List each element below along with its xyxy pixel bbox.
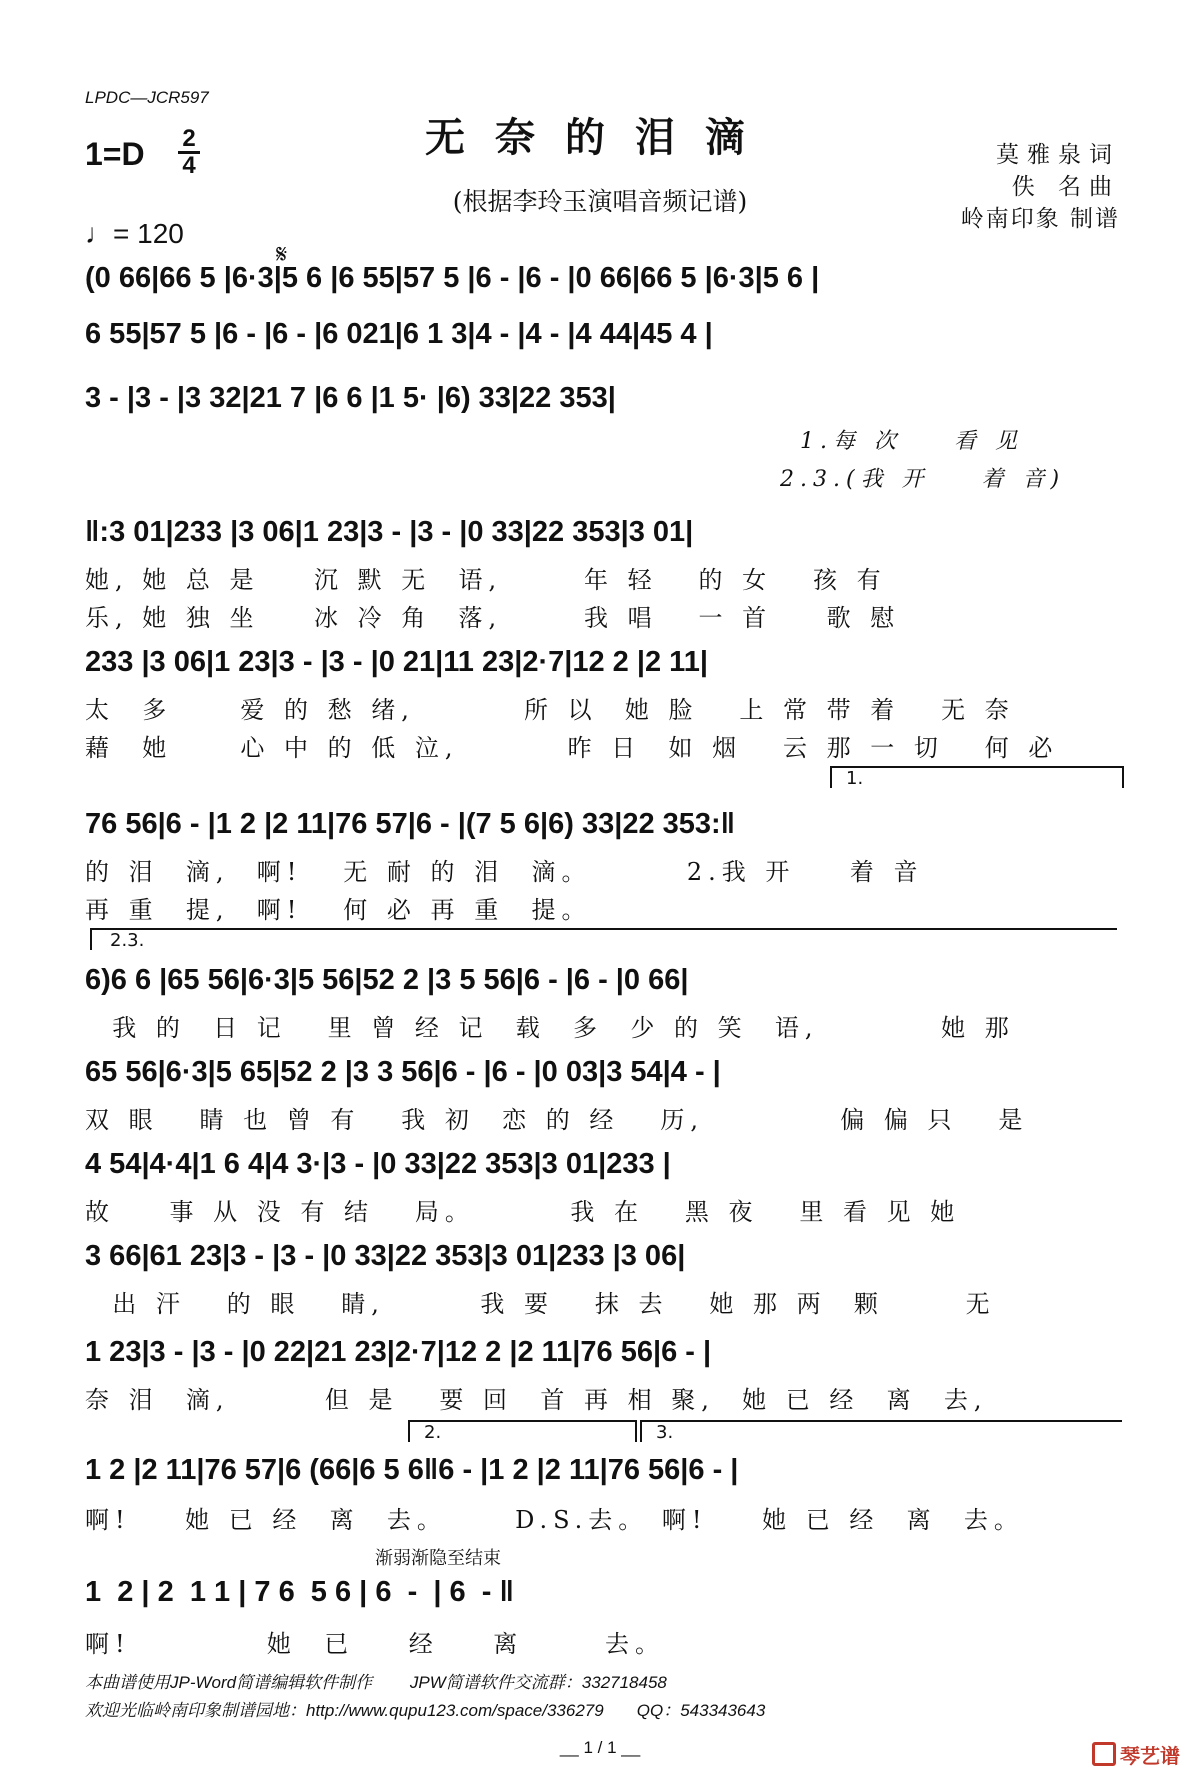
volta-1-bracket bbox=[830, 766, 1124, 788]
lyricist-credit: 莫雅泉词 bbox=[996, 142, 1120, 168]
volta-1-label: 1. bbox=[846, 768, 864, 789]
page-subtitle: (根据李玲玉演唱音频记谱) bbox=[452, 187, 748, 216]
score-row-9: 4 54|4·4|1 6 4|4 3·|3 - |0 33|22 353|3 01|233 | bbox=[85, 1148, 671, 1180]
score-row-3: 3 - |3 - |3 32|21 7 |6 6 |1 5· |6) 33|22 353| bbox=[85, 382, 616, 414]
lyric-row-6a: 的 泪 滴, 啊! 无 耐 的 泪 滴。 2.我 开 着 音 bbox=[85, 858, 924, 886]
dynamics-marking: 渐弱渐隐至结束 bbox=[375, 1548, 501, 1569]
volta-3-bracket bbox=[640, 1420, 1122, 1442]
score-row-12: 1 2 |2 11|76 57|6 (66|6 5 6‖6 - |1 2 |2 11|76 56|6 - | bbox=[85, 1454, 739, 1486]
brand-logo bbox=[1092, 1740, 1180, 1769]
lyric-row-13: 啊! 她 已 经 离 去。 bbox=[85, 1630, 665, 1658]
lyric-row-7: 我 的 日 记 里 曾 经 记 载 多 少 的 笑 语, 她 那 bbox=[85, 1014, 1015, 1042]
score-row-5: 233 |3 06|1 23|3 - |3 - |0 21|11 23|2·7|12 2 |2 11| bbox=[85, 646, 708, 678]
footer-line-2: 欢迎光临岭南印象制谱园地：http://www.qupu123.com/space/336279 QQ：543343643 bbox=[85, 1701, 766, 1720]
volta-2-label: 2. bbox=[424, 1422, 442, 1443]
lyric-row-4b: 乐, 她 独 坐 冰 冷 角 落, 我 唱 一 首 歌 慰 bbox=[85, 604, 901, 632]
score-row-10: 3 66|61 23|3 - |3 - |0 33|22 353|3 01|233 |3 06| bbox=[85, 1240, 686, 1272]
volta-3-label: 3. bbox=[656, 1422, 674, 1443]
logo-icon bbox=[1092, 1742, 1116, 1766]
score-row-11: 1 23|3 - |3 - |0 22|21 23|2·7|12 2 |2 11|76 56|6 - | bbox=[85, 1336, 712, 1368]
arranger-credit: 岭南印象 制谱 bbox=[960, 206, 1120, 232]
page-number: __ 1 / 1 __ bbox=[559, 1738, 641, 1757]
lyric-row-6b: 再 重 提, 啊! 何 必 再 重 提。 bbox=[85, 896, 592, 924]
lyric-row-3b: 2.3.(我 开 着 音) bbox=[780, 467, 1066, 492]
score-row-1: (0 66|66 5 |6·3|5 6 |6 55|57 5 |6 - |6 - |0 66|66 5 |6·3|5 6 | bbox=[85, 262, 820, 294]
lyric-row-3a: 1.每 次 看 见 bbox=[800, 429, 1023, 454]
time-bottom: 4 bbox=[182, 152, 196, 179]
volta-2-bracket bbox=[408, 1420, 637, 1442]
lyric-row-5b: 藉 她 心 中 的 低 泣, 昨 日 如 烟 云 那 一 切 何 必 bbox=[85, 734, 1059, 762]
tempo-marking: ♩= 120 bbox=[85, 218, 184, 249]
score-row-8: 65 56|6·3|5 65|52 2 |3 3 56|6 - |6 - |0 03|3 54|4 - | bbox=[85, 1056, 721, 1088]
lyric-row-10: 出 汗 的 眼 睛, 我 要 抹 去 她 那 两 颗 无 bbox=[85, 1290, 996, 1318]
composer-credit: 佚 名曲 bbox=[1011, 174, 1120, 200]
lyric-row-11: 奈 泪 滴, 但 是 要 回 首 再 相 聚, 她 已 经 离 去, bbox=[85, 1386, 988, 1414]
score-row-6: 76 56|6 - |1 2 |2 11|76 57|6 - |(7 5 6|6) 33|22 353:‖ bbox=[85, 808, 736, 840]
page-title: 无奈的泪滴 bbox=[425, 114, 775, 161]
lyric-row-9: 故 事 从 没 有 结 局。 我 在 黑 夜 里 看 见 她 bbox=[85, 1198, 961, 1226]
lyric-row-8: 双 眼 睛 也 曾 有 我 初 恋 的 经 历, 偏 偏 只 是 bbox=[85, 1106, 1029, 1134]
score-row-13: 1 2 | 2 1 1 | 7 6 5 6 | 6 - | 6 - ‖ bbox=[85, 1576, 514, 1608]
score-code: LPDC—JCR597 bbox=[85, 88, 209, 107]
time-top: 2 bbox=[182, 125, 196, 152]
segno-icon: 𝄋 bbox=[276, 240, 288, 270]
score-row-4: ‖:3 01|233 |3 06|1 23|3 - |3 - |0 33|22 353|3 01| bbox=[85, 516, 694, 548]
key-signature: 1=D bbox=[85, 136, 145, 172]
score-row-7: 6)6 6 |65 56|6·3|5 56|52 2 |3 5 56|6 - |6 - |0 66| bbox=[85, 964, 689, 996]
score-row-2: 6 55|57 5 |6 - |6 - |6 021|6 1 3|4 - |4 - |4 44|45 4 | bbox=[85, 318, 713, 350]
volta-23-bracket bbox=[90, 928, 1117, 950]
lyric-row-5a: 太 多 爱 的 愁 绪, 所 以 她 脸 上 常 带 着 无 奈 bbox=[85, 696, 1015, 724]
logo-text: 琴艺谱 bbox=[1120, 1744, 1180, 1768]
lyric-row-12: 啊! 她 已 经 离 去。 D.S.去。 啊! 她 已 经 离 去。 bbox=[85, 1506, 1024, 1534]
lyric-row-4a: 她, 她 总 是 沉 默 无 语, 年 轻 的 女 孩 有 bbox=[85, 566, 887, 594]
time-signature bbox=[178, 125, 200, 179]
footer-line-1: 本曲谱使用JP-Word简谱编辑软件制作 JPW简谱软件交流群：332718458 bbox=[85, 1673, 667, 1692]
volta-23-label: 2.3. bbox=[110, 930, 145, 951]
